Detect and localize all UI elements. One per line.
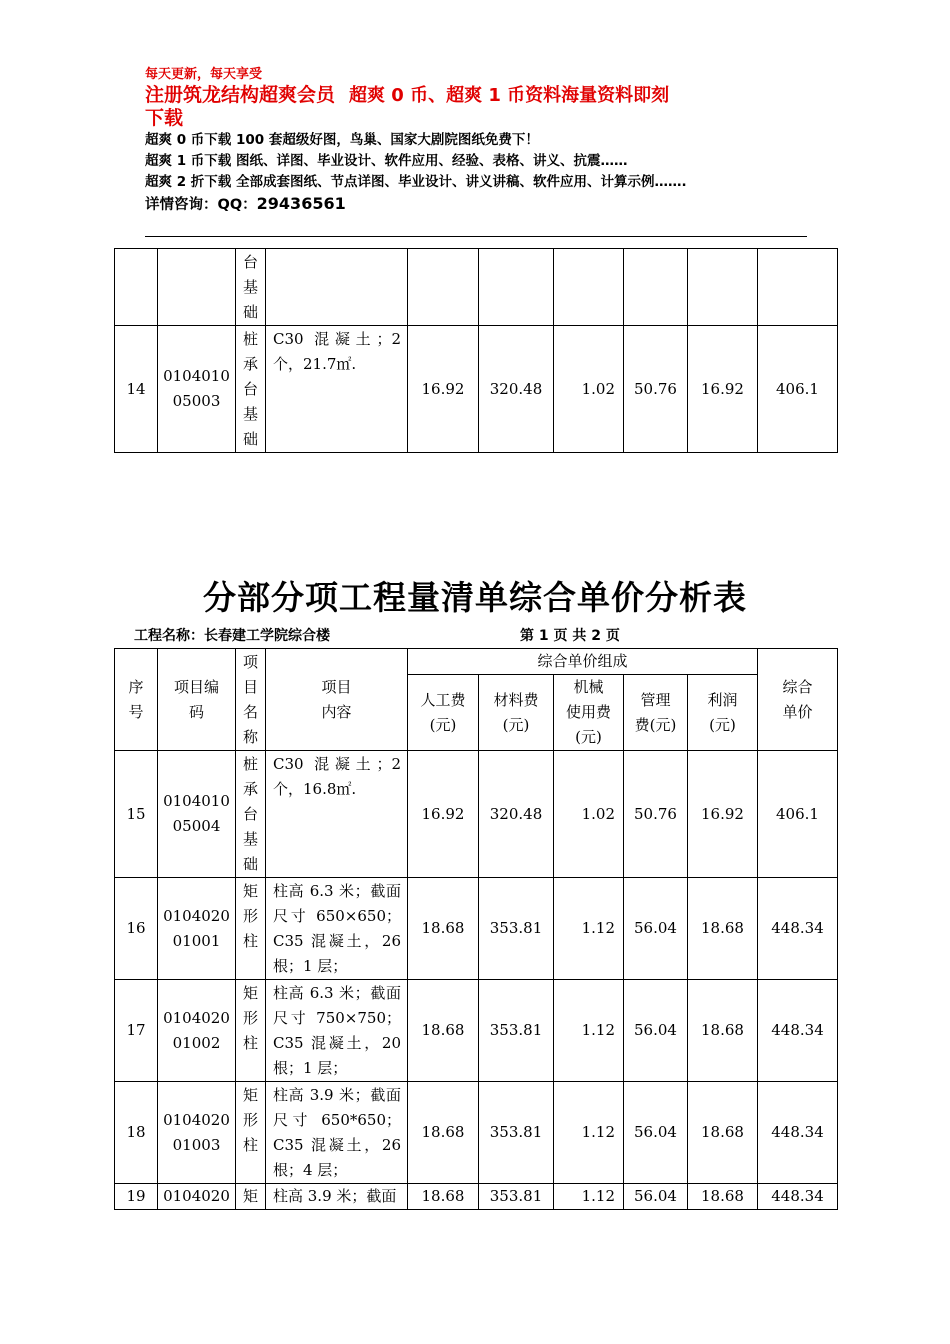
table-row — [115, 1184, 838, 1210]
cell-profit: 16.92 — [688, 326, 758, 453]
cell-name-char: 基 — [242, 405, 258, 423]
cell-profit: 18.68 — [688, 1184, 758, 1210]
cell-mgmt: 50.76 — [624, 326, 688, 453]
project-name: 工程名称：长春建工学院综合楼 — [134, 628, 330, 644]
cell-name — [236, 1082, 266, 1184]
banner-contact — [145, 193, 815, 216]
header-labor: 人工费 (元) — [408, 675, 479, 751]
cell-code: 0104010 05004 — [158, 751, 236, 878]
header-code: 项目编 码 — [158, 649, 236, 751]
header-group: 综合单价组成 — [408, 649, 758, 675]
page-indicator: 第 1 页 共 2 页 — [520, 628, 620, 644]
cell-name-char: 矩 — [242, 1187, 258, 1205]
cell-name — [236, 249, 266, 326]
cell-name-char: 承 — [242, 780, 258, 798]
cell-desc: 柱高 6.3 米；截面尺寸 650×650；C35 混凝土，26 根；1 层； — [266, 878, 408, 980]
header-name-char: 目 — [242, 678, 258, 696]
cell-name — [236, 326, 266, 453]
cell-material — [479, 249, 554, 326]
cell-name-char: 桩 — [242, 330, 258, 348]
cell-code: 0104020 — [158, 1184, 236, 1210]
table-row — [115, 751, 838, 878]
header-mgmt: 管理 费(元) — [624, 675, 688, 751]
header-machine: 机械 使用费 (元) — [554, 675, 624, 751]
header-name-char: 项 — [242, 653, 258, 671]
cell-profit: 16.92 — [688, 751, 758, 878]
table-row — [115, 1082, 838, 1184]
header-total: 综合 单价 — [758, 649, 838, 751]
header-name-char: 称 — [242, 728, 258, 746]
cell-profit — [688, 249, 758, 326]
cell-desc: C30 混凝土；2 个，21.7㎡. — [266, 326, 408, 453]
cell-code: 0104010 05003 — [158, 326, 236, 453]
cell-labor: 16.92 — [408, 751, 479, 878]
banner-headline — [145, 84, 815, 107]
table-row — [115, 878, 838, 980]
cell-mgmt — [624, 249, 688, 326]
cell-seq: 17 — [115, 980, 158, 1082]
cell-name-char: 台 — [242, 380, 258, 398]
cell-desc — [266, 249, 408, 326]
cell-mgmt: 56.04 — [624, 980, 688, 1082]
cell-material: 353.81 — [479, 980, 554, 1082]
cell-material: 353.81 — [479, 878, 554, 980]
cell-name — [236, 980, 266, 1082]
cell-total: 448.34 — [758, 878, 838, 980]
banner-divider — [145, 236, 807, 237]
cell-name-char: 基 — [242, 830, 258, 848]
header-seq: 序 号 — [115, 649, 158, 751]
header-content: 项目 内容 — [266, 649, 408, 751]
cell-name-char: 矩 — [242, 882, 258, 900]
cell-desc: C30 混凝土；2 个，16.8㎡. — [266, 751, 408, 878]
cell-seq: 15 — [115, 751, 158, 878]
cell-name-char: 基 — [242, 278, 258, 296]
promo-banner — [145, 66, 815, 216]
cell-seq: 18 — [115, 1082, 158, 1184]
header-profit: 利润 (元) — [688, 675, 758, 751]
header-name-char: 名 — [242, 703, 258, 721]
cell-name-char: 形 — [242, 1009, 258, 1027]
cell-seq: 19 — [115, 1184, 158, 1210]
cell-total: 448.34 — [758, 1082, 838, 1184]
header-material: 材料费 (元) — [479, 675, 554, 751]
cell-total: 406.1 — [758, 326, 838, 453]
cell-desc: 柱高 3.9 米；截面 — [266, 1184, 408, 1210]
cell-desc: 柱高 6.3 米；截面尺寸 750×750；C35 混凝土，20 根；1 层； — [266, 980, 408, 1082]
continued-table — [114, 248, 838, 453]
cell-name — [236, 751, 266, 878]
banner-line-1: 每天更新，每天享受 — [145, 67, 263, 82]
cell-name-char: 桩 — [242, 755, 258, 773]
banner-headline-sub: 超爽 0 币、超爽 1 币资料海量资料即刻 — [349, 85, 670, 106]
cell-machine: 1.12 — [554, 1082, 624, 1184]
cell-code: 0104020 01003 — [158, 1082, 236, 1184]
cell-labor: 18.68 — [408, 980, 479, 1082]
banner-line-3: 下载 — [145, 107, 184, 129]
cell-mgmt: 56.04 — [624, 1082, 688, 1184]
cell-mgmt: 56.04 — [624, 878, 688, 980]
cell-labor: 18.68 — [408, 878, 479, 980]
banner-line-4: 超爽 0 币下载 100 套超级好图，鸟巢、国家大剧院图纸免费下！ — [145, 132, 539, 148]
cell-machine: 1.02 — [554, 751, 624, 878]
cell-labor: 18.68 — [408, 1082, 479, 1184]
cell-material: 320.48 — [479, 326, 554, 453]
cell-desc: 柱高 3.9 米；截面尺寸 650*650；C35 混凝土，26 根；4 层； — [266, 1082, 408, 1184]
cell-labor — [408, 249, 479, 326]
cell-name-char: 础 — [242, 303, 258, 321]
analysis-table — [114, 648, 838, 1210]
cell-name-char: 形 — [242, 1111, 258, 1129]
cell-code: 0104020 01001 — [158, 878, 236, 980]
cell-machine: 1.12 — [554, 980, 624, 1082]
cell-name-char: 础 — [242, 430, 258, 448]
cell-machine: 1.12 — [554, 878, 624, 980]
cell-name — [236, 1184, 266, 1210]
cell-seq: 14 — [115, 326, 158, 453]
cell-profit: 18.68 — [688, 878, 758, 980]
cell-profit: 18.68 — [688, 1082, 758, 1184]
cell-code: 0104020 01002 — [158, 980, 236, 1082]
table-row — [115, 249, 838, 326]
table-row — [115, 326, 838, 453]
cell-machine — [554, 249, 624, 326]
cell-name — [236, 878, 266, 980]
cell-name-char: 础 — [242, 855, 258, 873]
cell-material: 353.81 — [479, 1082, 554, 1184]
cell-total — [758, 249, 838, 326]
header-row-1 — [115, 649, 838, 675]
cell-mgmt: 56.04 — [624, 1184, 688, 1210]
header-name — [236, 649, 266, 751]
cell-name-char: 柱 — [242, 1034, 258, 1052]
qq-number: 29436561 — [256, 194, 346, 213]
cell-name-char: 柱 — [242, 932, 258, 950]
cell-name-char: 柱 — [242, 1136, 258, 1154]
table-row — [115, 980, 838, 1082]
cell-total: 448.34 — [758, 1184, 838, 1210]
cell-name-char: 矩 — [242, 984, 258, 1002]
qq-label: 详情咨询：QQ： — [145, 197, 257, 213]
cell-total: 448.34 — [758, 980, 838, 1082]
cell-seq: 16 — [115, 878, 158, 980]
cell-name-char: 矩 — [242, 1086, 258, 1104]
cell-material: 320.48 — [479, 751, 554, 878]
cell-machine: 1.12 — [554, 1184, 624, 1210]
cell-name-char: 承 — [242, 355, 258, 373]
cell-name-char: 台 — [242, 805, 258, 823]
cell-code — [158, 249, 236, 326]
cell-labor: 16.92 — [408, 326, 479, 453]
cell-labor: 18.68 — [408, 1184, 479, 1210]
cell-name-char: 台 — [242, 253, 258, 271]
page-title: 分部分项工程量清单综合单价分析表 — [203, 578, 747, 617]
cell-machine: 1.02 — [554, 326, 624, 453]
cell-profit: 18.68 — [688, 980, 758, 1082]
cell-seq — [115, 249, 158, 326]
banner-line-5: 超爽 1 币下载 图纸、详图、毕业设计、软件应用、经验、表格、讲义、抗震…… — [145, 153, 628, 169]
cell-material: 353.81 — [479, 1184, 554, 1210]
cell-total: 406.1 — [758, 751, 838, 878]
cell-mgmt: 50.76 — [624, 751, 688, 878]
banner-headline-main: 注册筑龙结构超爽会员 — [145, 84, 336, 106]
cell-name-char: 形 — [242, 907, 258, 925]
banner-line-6: 超爽 2 折下载 全部成套图纸、节点详图、毕业设计、讲义讲稿、软件应用、计算示例……. — [145, 174, 687, 190]
